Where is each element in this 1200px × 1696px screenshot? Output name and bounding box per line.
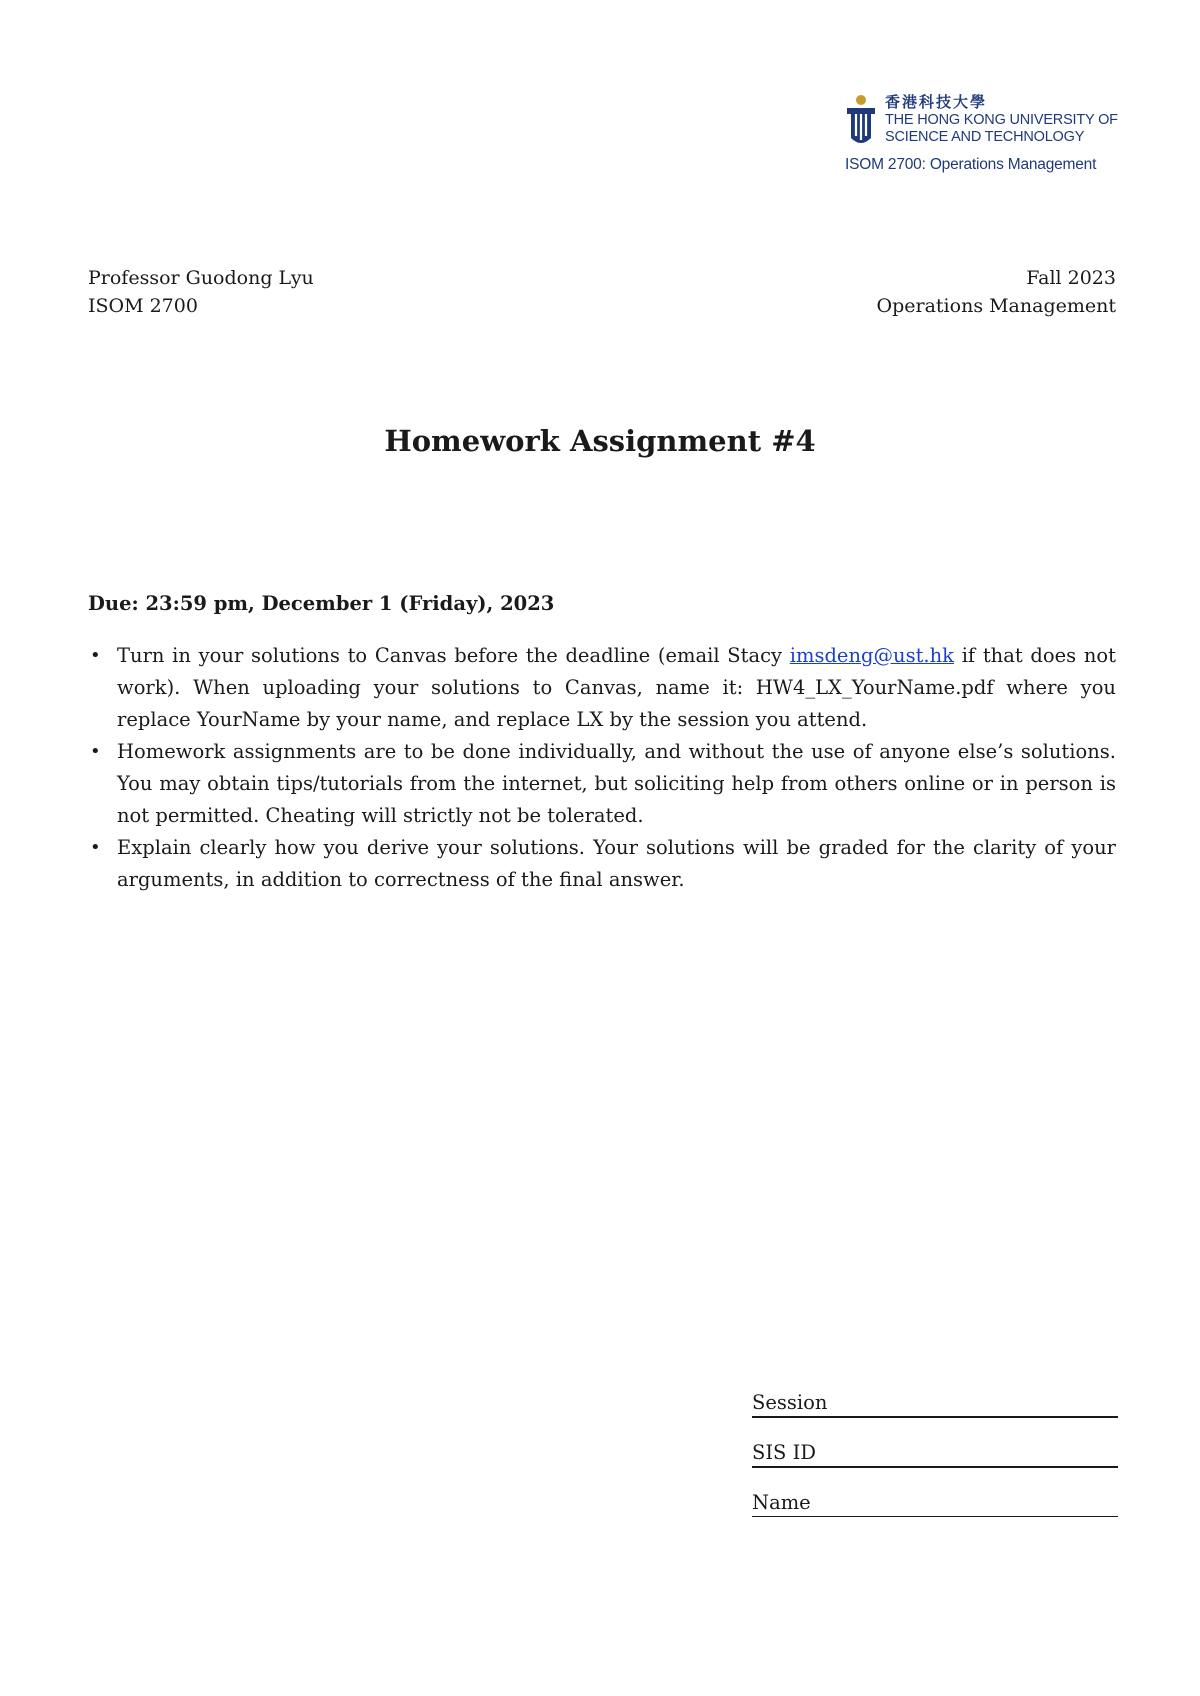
bullet-icon: • bbox=[90, 837, 101, 858]
session-underline bbox=[752, 1416, 1118, 1418]
name-underline bbox=[752, 1516, 1118, 1517]
course-header-line: ISOM 2700: Operations Management bbox=[845, 156, 1097, 173]
sis-id-underline bbox=[752, 1466, 1118, 1468]
student-info-form bbox=[752, 1392, 1118, 1542]
email-link[interactable]: imsdeng@ust.hk bbox=[789, 644, 954, 667]
university-logo bbox=[845, 94, 1125, 150]
term: Fall 2023 bbox=[1026, 267, 1116, 289]
bullet-1-text-end: if that does not work). When uploading your solutions to Canvas, name it: HW4_LX_YourName.pdf where you replace YourName by your name, and replace LX by the session you attend. bbox=[117, 644, 1116, 731]
university-name-line2: SCIENCE AND TECHNOLOGY bbox=[885, 129, 1085, 145]
bullet-2-text: Homework assignments are to be done individually, and without the use of anyone else’s solutions. You may obtain tips/tutorials from the internet, but soliciting help from others online or in person is not permitted. Cheating will strictly not be tolerated. bbox=[117, 740, 1116, 827]
session-label: Session bbox=[752, 1391, 828, 1414]
term-block bbox=[877, 264, 1116, 320]
bullet-icon: • bbox=[90, 741, 101, 762]
bullet-3-text: Explain clearly how you derive your solutions. Your solutions will be graded for the clarity of your arguments, in addition to correctness of the final answer. bbox=[117, 836, 1116, 891]
instructions-list bbox=[88, 640, 1116, 896]
bullet-1-text-start: Turn in your solutions to Canvas before the deadline (email Stacy bbox=[117, 644, 790, 667]
sis-id-label: SIS ID bbox=[752, 1441, 816, 1464]
list-item bbox=[88, 640, 1116, 736]
session-field[interactable] bbox=[752, 1392, 1118, 1442]
course-name: Operations Management bbox=[876, 295, 1116, 317]
list-item bbox=[88, 832, 1116, 896]
sis-id-field[interactable] bbox=[752, 1442, 1118, 1492]
due-date: Due: 23:59 pm, December 1 (Friday), 2023 bbox=[88, 592, 555, 615]
name-field[interactable] bbox=[752, 1492, 1118, 1542]
list-item bbox=[88, 736, 1116, 832]
name-label: Name bbox=[752, 1491, 811, 1514]
university-name-line1: THE HONG KONG UNIVERSITY OF bbox=[885, 112, 1118, 128]
university-name-chinese: 香港科技大學 bbox=[885, 94, 988, 111]
course-code: ISOM 2700 bbox=[88, 295, 198, 317]
hkust-crest-icon bbox=[845, 94, 877, 150]
bullet-icon: • bbox=[90, 645, 101, 666]
instructor-block bbox=[88, 264, 314, 320]
professor-name: Professor Guodong Lyu bbox=[88, 267, 314, 289]
page-title: Homework Assignment #4 bbox=[384, 424, 816, 458]
